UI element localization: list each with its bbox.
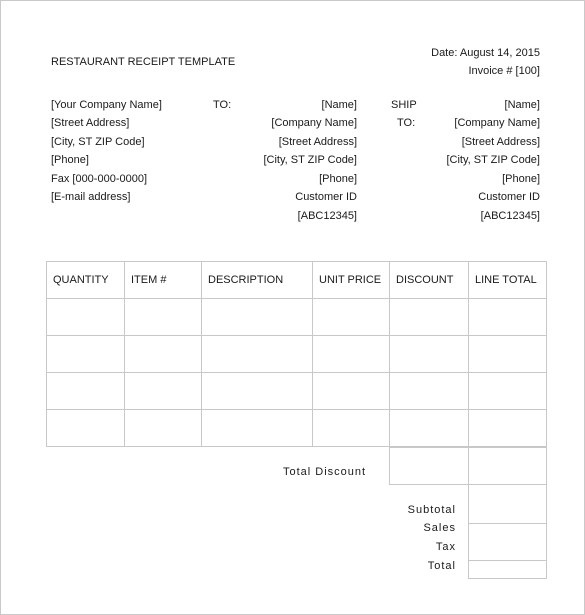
table-cell[interactable]: [47, 410, 125, 447]
table-header-row: [47, 262, 547, 299]
total-discount-discount-cell[interactable]: [389, 447, 469, 485]
from-city: [City, ST ZIP Code]: [51, 136, 145, 148]
subtotal-value-cell[interactable]: [468, 484, 547, 524]
table-cell[interactable]: [47, 336, 125, 373]
table-cell[interactable]: [390, 336, 469, 373]
ship-company: [Company Name]: [454, 117, 540, 129]
table-row: [47, 373, 547, 410]
table-cell[interactable]: [469, 299, 547, 336]
to-phone: [Phone]: [319, 173, 357, 185]
table-cell[interactable]: [390, 410, 469, 447]
ship-to-label: TO:: [397, 117, 416, 129]
subtotal-label: Subtotal: [407, 504, 456, 516]
table-cell[interactable]: [390, 373, 469, 410]
table-cell[interactable]: [469, 336, 547, 373]
table-cell[interactable]: [125, 410, 202, 447]
total-value-cell[interactable]: [468, 560, 547, 579]
table-row: [47, 336, 547, 373]
table-cell[interactable]: [125, 299, 202, 336]
table-row: [47, 299, 547, 336]
to-customer-id: [ABC12345]: [297, 210, 357, 222]
column-header-unit-price: UNIT PRICE: [313, 262, 390, 299]
to-customer-id-label: Customer ID: [295, 191, 357, 203]
to-street: [Street Address]: [278, 136, 357, 148]
tax-label: Tax: [435, 541, 456, 553]
table-cell[interactable]: [47, 299, 125, 336]
table-cell[interactable]: [125, 373, 202, 410]
table-cell[interactable]: [47, 373, 125, 410]
to-label: TO:: [213, 99, 232, 111]
from-phone: [Phone]: [51, 154, 89, 166]
ship-customer-id-label: Customer ID: [478, 191, 540, 203]
column-header-item-number: ITEM #: [125, 262, 202, 299]
total-label: Total: [427, 560, 456, 572]
column-header-quantity: QUANTITY: [47, 262, 125, 299]
table-cell[interactable]: [202, 373, 313, 410]
date-line: Date: August 14, 2015: [431, 47, 540, 59]
table-cell[interactable]: [313, 299, 390, 336]
table-cell[interactable]: [469, 373, 547, 410]
table-cell[interactable]: [390, 299, 469, 336]
table-cell[interactable]: [313, 336, 390, 373]
ship-street: [Street Address]: [461, 136, 540, 148]
sales-label: Sales: [423, 522, 456, 534]
ship-label: SHIP: [391, 99, 417, 111]
ship-customer-id: [ABC12345]: [480, 210, 540, 222]
table-cell[interactable]: [125, 336, 202, 373]
sales-tax-value-cell[interactable]: [468, 523, 547, 561]
to-name: [Name]: [321, 99, 357, 111]
table-cell[interactable]: [313, 373, 390, 410]
ship-city: [City, ST ZIP Code]: [446, 154, 540, 166]
to-company: [Company Name]: [271, 117, 357, 129]
table-cell[interactable]: [469, 410, 547, 447]
invoice-number: Invoice # [100]: [468, 65, 540, 77]
from-email: [E-mail address]: [51, 191, 131, 203]
table-cell[interactable]: [202, 410, 313, 447]
from-street: [Street Address]: [51, 117, 130, 129]
total-discount-label: Total Discount: [283, 466, 367, 478]
table-cell[interactable]: [202, 299, 313, 336]
from-fax: Fax [000-000-0000]: [51, 173, 148, 185]
total-discount-value-cell[interactable]: [468, 447, 547, 485]
column-header-line-total: LINE TOTAL: [469, 262, 547, 299]
ship-name: [Name]: [504, 99, 540, 111]
line-items-table: [46, 261, 547, 447]
ship-phone: [Phone]: [502, 173, 540, 185]
table-cell[interactable]: [313, 410, 390, 447]
table-cell[interactable]: [202, 336, 313, 373]
to-city: [City, ST ZIP Code]: [263, 154, 357, 166]
column-header-description: DESCRIPTION: [202, 262, 313, 299]
column-header-discount: DISCOUNT: [390, 262, 469, 299]
from-company: [Your Company Name]: [51, 99, 162, 111]
document-title: RESTAURANT RECEIPT TEMPLATE: [51, 56, 236, 68]
table-row: [47, 410, 547, 447]
